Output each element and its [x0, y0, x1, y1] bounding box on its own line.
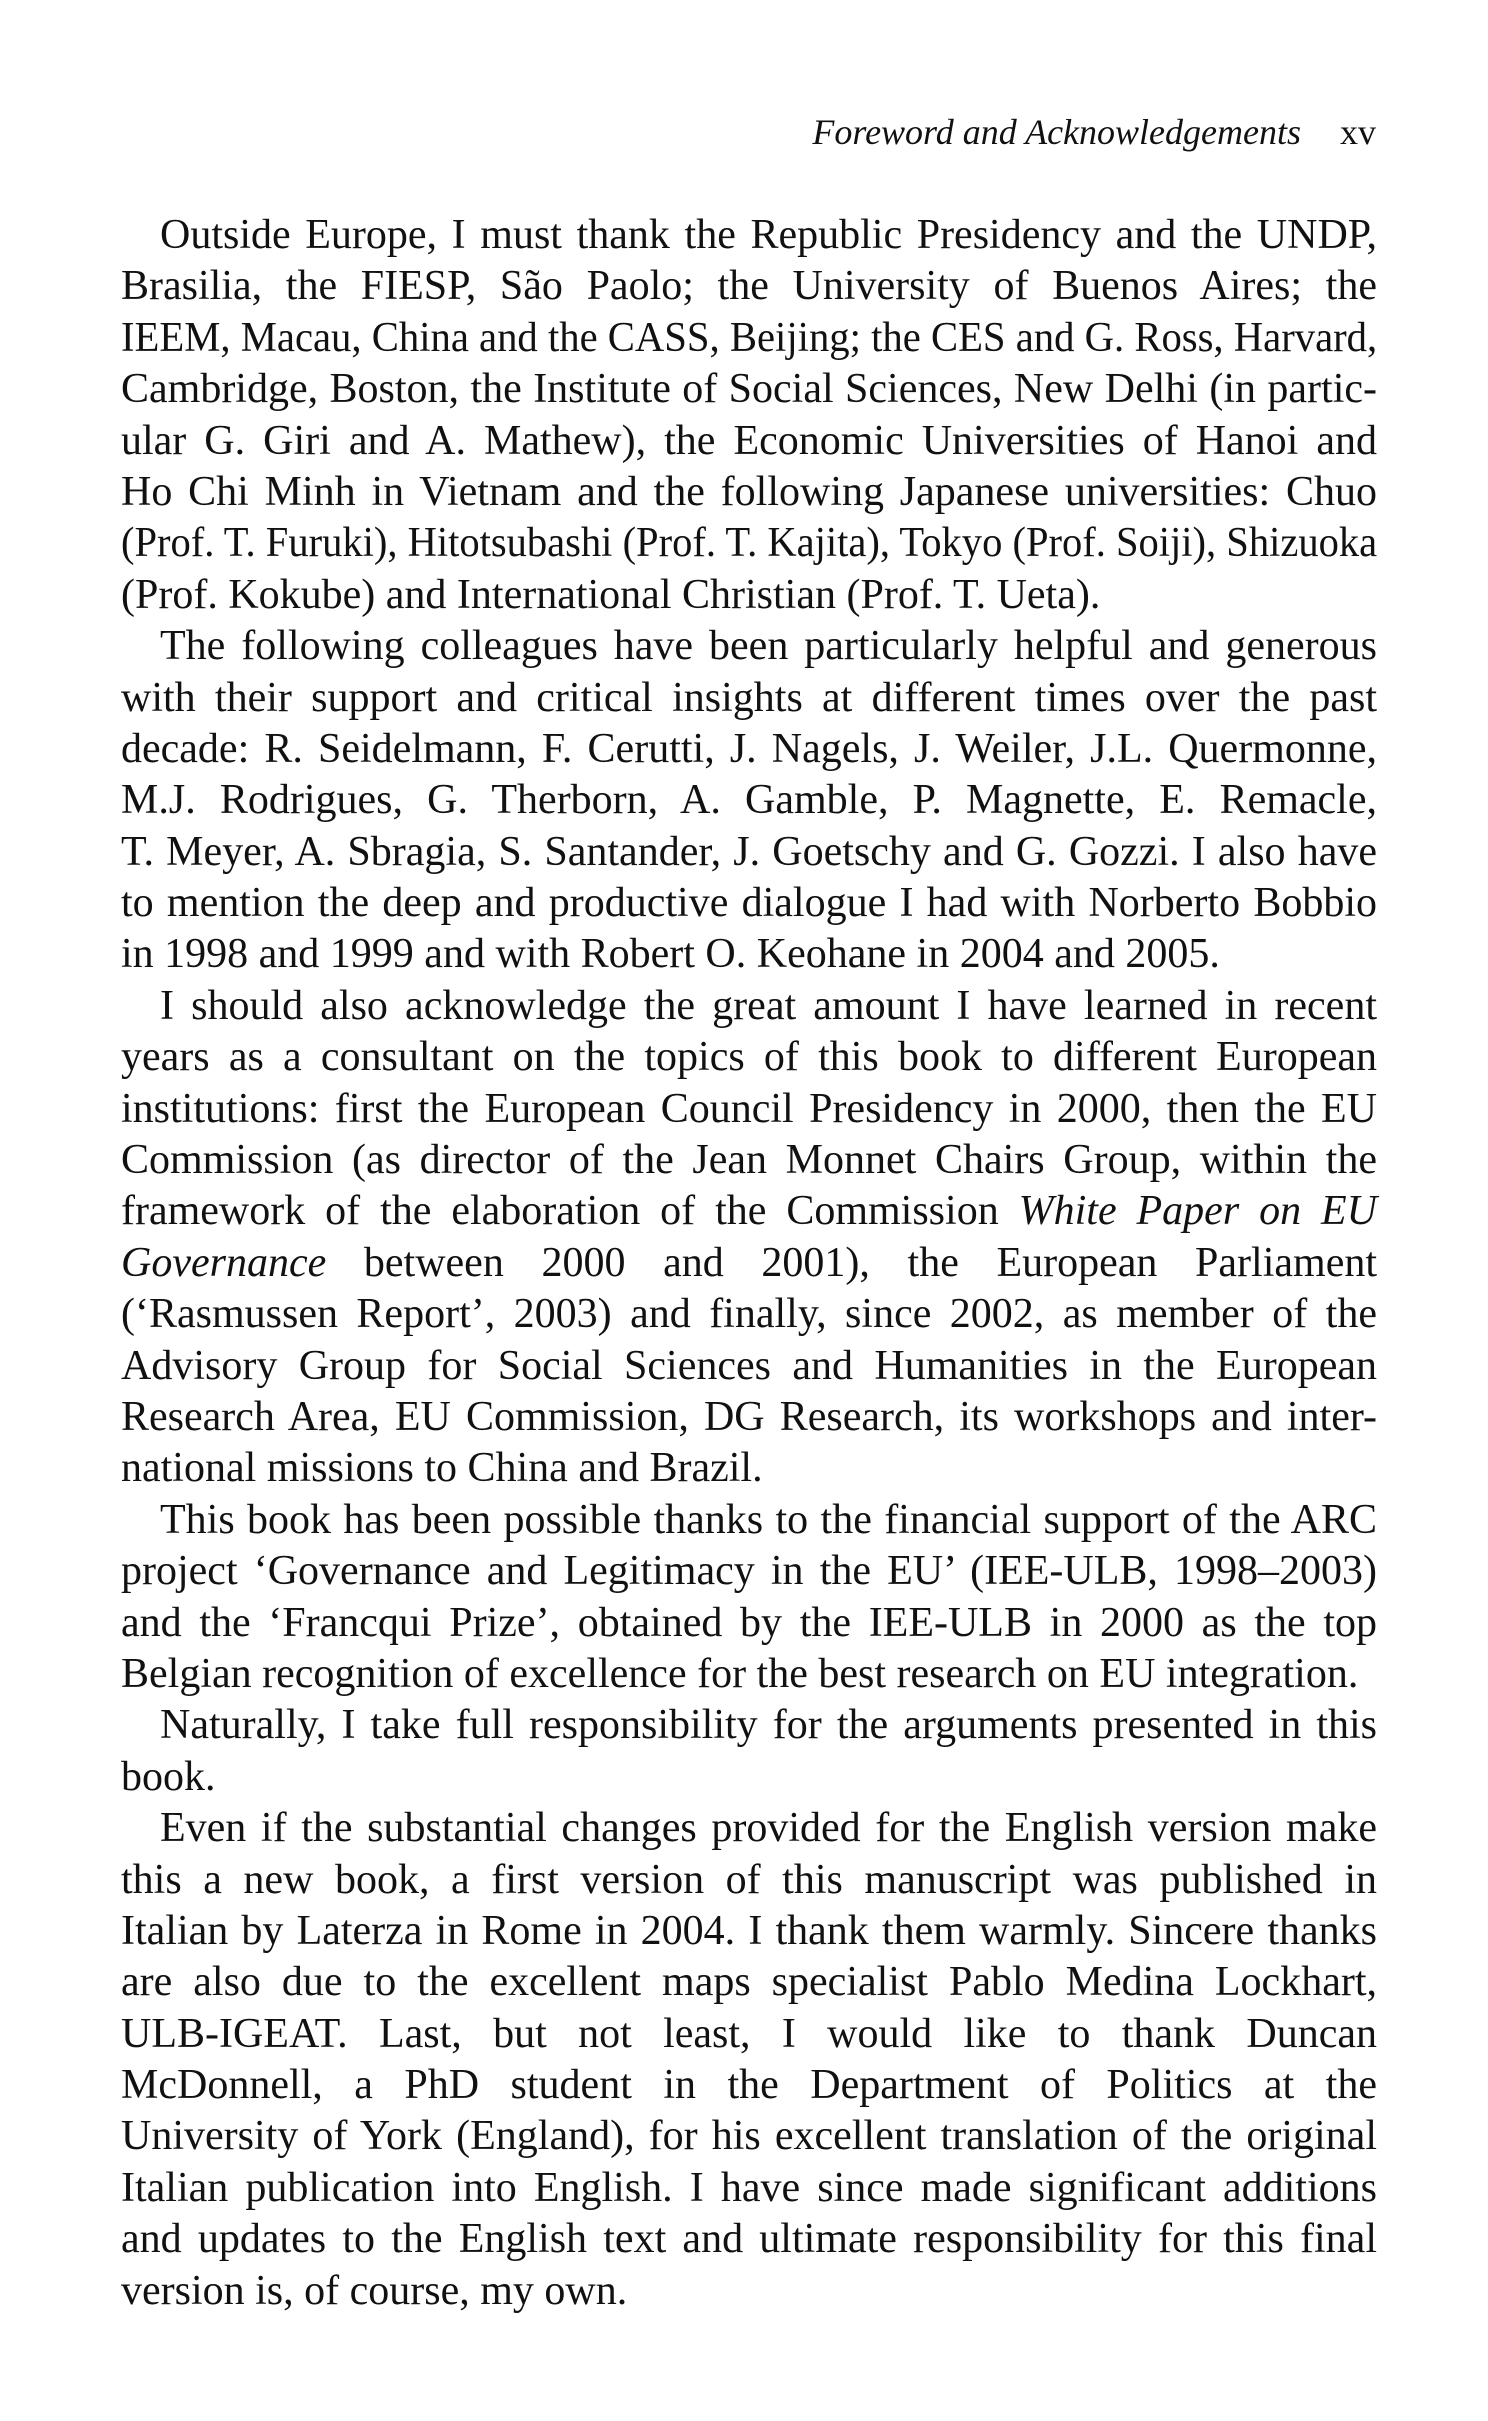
running-head-title: Foreword and Acknowledgements [812, 112, 1301, 152]
line-text: project ‘Governance and Legitimacy in the EU’ (IEE-ULB, 1998–2003) [121, 1548, 1377, 1595]
line-text: national missions to China and Brazil. [121, 1445, 763, 1492]
line-text: T. Meyer, A. Sbragia, S. Santander, J. Goetschy and G. Gozzi. I also have [121, 828, 1377, 875]
text-line [121, 2163, 1377, 2214]
text-line [121, 467, 1377, 518]
text-line [121, 1135, 1377, 1186]
line-text: Cambridge, Boston, the Institute of Social Sciences, New Delhi (in partic- [121, 366, 1377, 413]
text-line [121, 621, 1377, 672]
line-text: between 2000 and 2001), the European Parliament [326, 1239, 1377, 1286]
line-text: (Prof. Kokube) and International Christian (Prof. T. Ueta). [121, 571, 1101, 618]
text-line [121, 2111, 1377, 2162]
line-text: (Prof. T. Furuki), Hitotsubashi (Prof. T. Kajita), Tokyo (Prof. Soiji), Shizuoka [121, 520, 1378, 567]
text-line [121, 2266, 1377, 2317]
italic-text: White Paper on EU [1018, 1188, 1377, 1235]
paragraph [121, 981, 1377, 1495]
text-line [121, 1855, 1377, 1906]
line-text: Commission (as director of the Jean Monnet Chairs Group, within the [121, 1137, 1377, 1184]
text-line [121, 2214, 1377, 2265]
paragraph [121, 1495, 1377, 1701]
running-head [812, 108, 1376, 156]
text-line [121, 775, 1377, 826]
line-text: Naturally, I take full responsibility for the arguments presented in this [160, 1702, 1377, 1749]
text-line [121, 210, 1377, 261]
text-line [121, 570, 1377, 621]
line-text: Even if the substantial changes provided for the English version make [160, 1805, 1377, 1852]
line-text: McDonnell, a PhD student in the Department of Politics at the [121, 2062, 1377, 2109]
line-text: are also due to the excellent maps specialist Pablo Medina Lockhart, [121, 1959, 1377, 2006]
text-line [121, 827, 1377, 878]
text-line [121, 878, 1377, 929]
page-number: xv [1340, 112, 1376, 152]
text-line [121, 1700, 1377, 1751]
text-line [121, 2009, 1377, 2060]
line-text: to mention the deep and productive dialogue I had with Norberto Bobbio [121, 880, 1377, 927]
text-line [121, 1392, 1377, 1443]
line-text: Italian publication into English. I have since made significant additions [121, 2164, 1377, 2211]
line-text: with their support and critical insights at different times over the past [121, 674, 1377, 721]
text-line [121, 673, 1377, 724]
line-text: Research Area, EU Commission, DG Research, its workshops and inter- [121, 1393, 1377, 1440]
line-text: I should also acknowledge the great amount I have learned in recent [160, 982, 1377, 1029]
text-line [121, 313, 1377, 364]
paragraph [121, 210, 1377, 621]
text-line [121, 1238, 1377, 1289]
line-text: Italian by Laterza in Rome in 2004. I thank them warmly. Sincere thanks [121, 1907, 1377, 1954]
text-line [121, 929, 1377, 980]
text-line [121, 1803, 1377, 1854]
line-text: and the ‘Francqui Prize’, obtained by the IEE-ULB in 2000 as the top [121, 1599, 1377, 1646]
line-text: (‘Rasmussen Report’, 2003) and finally, since 2002, as member of the [121, 1291, 1377, 1338]
line-text: years as a consultant on the topics of this book to different European [121, 1034, 1377, 1081]
line-text: Advisory Group for Social Sciences and Humanities in the European [121, 1342, 1377, 1389]
body-text [121, 210, 1377, 2317]
text-line [121, 1032, 1377, 1083]
line-text: Outside Europe, I must thank the Republic Presidency and the UNDP, [160, 212, 1377, 258]
text-line [121, 1957, 1377, 2008]
paragraph [121, 1803, 1377, 2317]
line-text: IEEM, Macau, China and the CASS, Beijing; the CES and G. Ross, Harvard, [121, 314, 1378, 361]
line-text: M.J. Rodrigues, G. Therborn, A. Gamble, P. Magnette, E. Remacle, [121, 777, 1377, 824]
text-line [121, 1084, 1377, 1135]
italic-text: Governance [121, 1239, 327, 1286]
text-line [121, 416, 1377, 467]
line-text: ular G. Giri and A. Mathew), the Economic Universities of Hanoi and [121, 417, 1377, 464]
line-text: institutions: first the European Council Presidency in 2000, then the EU [121, 1085, 1377, 1132]
text-line [121, 1752, 1377, 1803]
text-line [121, 518, 1377, 569]
text-line [121, 1906, 1377, 1957]
line-text: Brasilia, the FIESP, São Paolo; the University of Buenos Aires; the [121, 263, 1377, 310]
line-text: version is, of course, my own. [121, 2267, 628, 2314]
text-line [121, 1546, 1377, 1597]
text-line [121, 2060, 1377, 2111]
text-line [121, 1341, 1377, 1392]
paragraph [121, 621, 1377, 981]
text-line [121, 1443, 1377, 1494]
line-text: and updates to the English text and ultimate responsibility for this final [121, 2216, 1377, 2263]
line-text: University of York (England), for his excellent translation of the original [121, 2113, 1377, 2160]
line-text: This book has been possible thanks to the financial support of the ARC [160, 1496, 1377, 1543]
line-text: Belgian recognition of excellence for the best research on EU integration. [121, 1650, 1359, 1697]
line-text: Ho Chi Minh in Vietnam and the following Japanese universities: Chuo [121, 468, 1377, 515]
line-text: this a new book, a first version of this manuscript was published in [121, 1856, 1377, 1903]
text-line [121, 1186, 1377, 1237]
line-text: The following colleagues have been particularly helpful and generous [160, 623, 1377, 670]
paragraph [121, 1700, 1377, 1803]
text-line [121, 364, 1377, 415]
line-text: ULB-IGEAT. Last, but not least, I would like to thank Duncan [121, 2010, 1377, 2057]
line-text: book. [121, 1753, 216, 1800]
line-text: framework of the elaboration of the Commission [121, 1188, 1019, 1235]
text-line [121, 981, 1377, 1032]
text-line [121, 1598, 1377, 1649]
text-line [121, 724, 1377, 775]
line-text: decade: R. Seidelmann, F. Cerutti, J. Nagels, J. Weiler, J.L. Quermonne, [121, 725, 1377, 772]
text-line [121, 261, 1377, 312]
text-line [121, 1495, 1377, 1546]
text-line [121, 1649, 1377, 1700]
line-text: in 1998 and 1999 and with Robert O. Keohane in 2004 and 2005. [121, 931, 1220, 978]
text-line [121, 1289, 1377, 1340]
